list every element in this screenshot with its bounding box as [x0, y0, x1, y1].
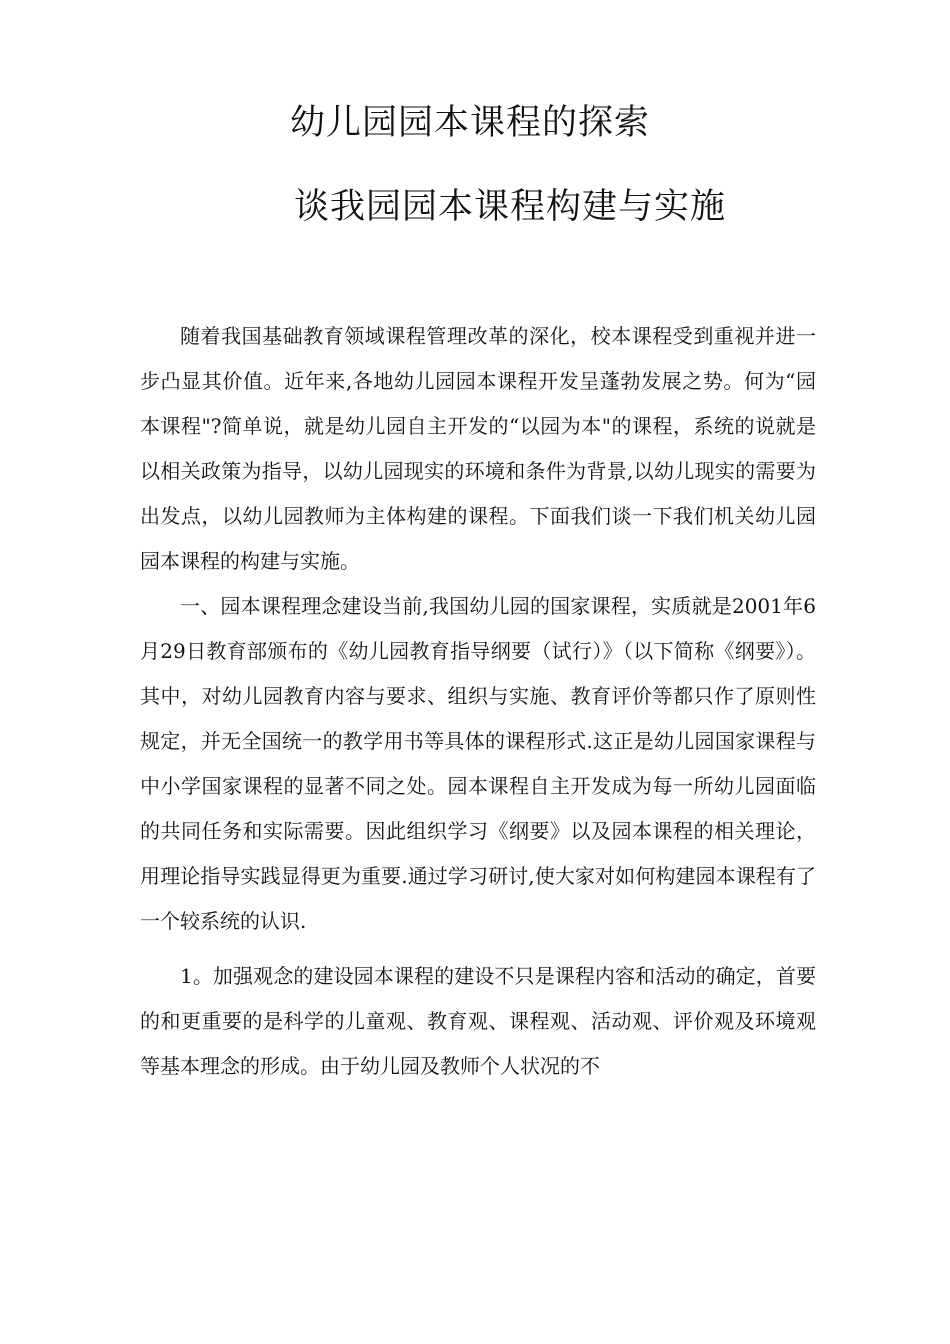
paragraph-point-one: 1。加强观念的建设园本课程的建设不只是课程内容和活动的确定，首要的和更重要的是科学的儿童观、教育观、课程观、活动观、评价观及环境观等基本理念的形成。由于幼儿园及教师个人状况的不	[140, 964, 816, 1078]
paragraph-intro: 随着我国基础教育领域课程管理改革的深化，校本课程受到重视并进一步凸显其价值。近年来,各地幼儿园园本课程开发呈蓬勃发展之势。何为“园本课程"?简单说，就是幼儿园自主开发的“以园为本"的课程，系统的说就是以相关政策为指导，以幼儿园现实的环境和条件为背景,以幼儿现实的需要为出发点，以幼儿园教师为主体构建的课程。下面我们谈一下我们机关幼儿园园本课程的构建与实施。	[140, 324, 816, 573]
document-body	[140, 314, 816, 1089]
document-subtitle: 谈我园园本课程构建与实施	[293, 187, 726, 227]
document-title: 幼儿园园本课程的探索	[289, 103, 650, 143]
paragraph-section-one: 一、园本课程理念建设当前,我国幼儿园的国家课程，实质就是2001年6月29日教育部颁布的《幼儿园教育指导纲要（试行）》（以下简称《纲要》）。其中，对幼儿园教育内容与要求、组织与实施、教育评价等都只作了原则性规定，并无全国统一的教学用书等具体的课程形式.这正是幼儿园国家课程与中小学国家课程的显著不同之处。园本课程自主开发成为每一所幼儿园面临的共同任务和实际需要。因此组织学习《纲要》以及园本课程的相关理论，用理论指导实践显得更为重要.通过学习研讨,使大家对如何构建园本课程有了一个较系统的认识.	[140, 594, 816, 933]
